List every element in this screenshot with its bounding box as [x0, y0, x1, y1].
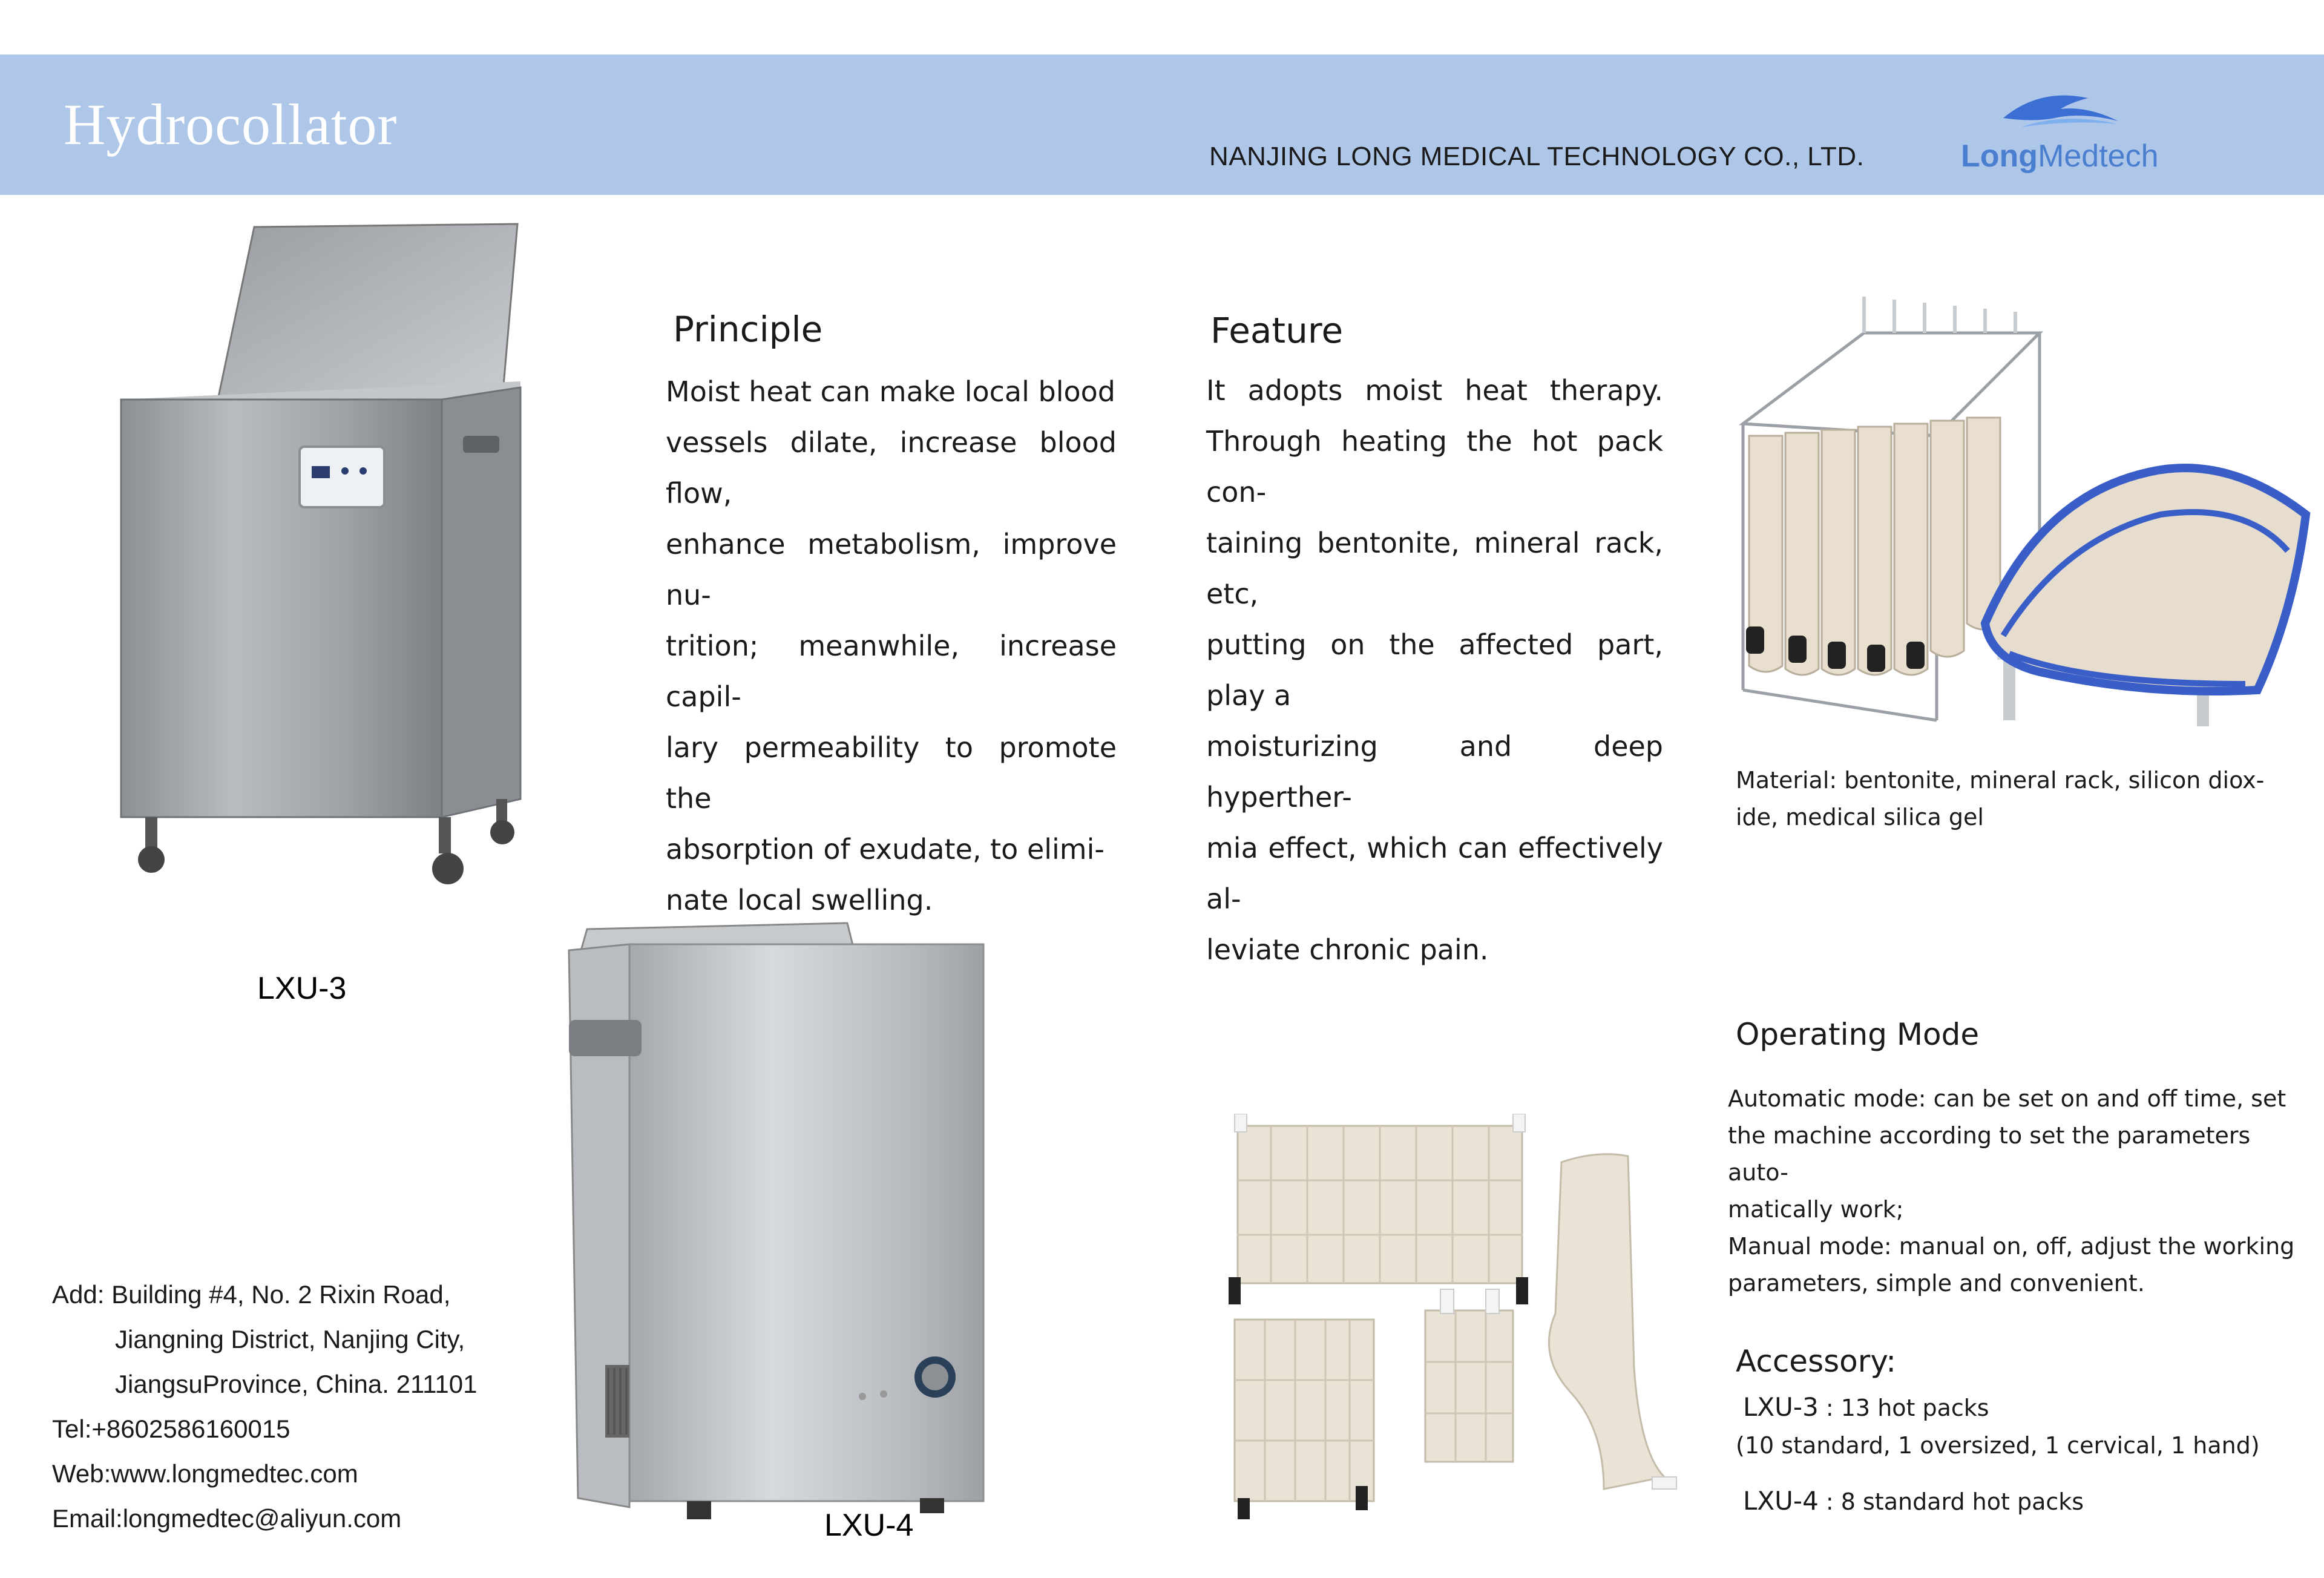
- contact-email: Email:longmedtec@aliyun.com: [52, 1504, 402, 1533]
- hot-pack-rack-image: [1725, 297, 2318, 745]
- lxu3-label: LXU-3: [257, 971, 347, 1006]
- principle-text: Moist heat can make local blood vessels dilate, increase blood flow, enhance metabolism, improve nu- trition; meanwhile, increase capil- lary permeability to promote the absorption of exudate, to elimi- nate local swelling.: [666, 375, 1117, 916]
- logo-wave-icon: [1997, 85, 2124, 133]
- contact-web: Web:www.longmedtec.com: [52, 1459, 358, 1488]
- lxu4-label: LXU-4: [824, 1508, 914, 1543]
- operating-mode-text: Automatic mode: can be set on and off time, set the machine according to set the parameters auto- matically work; Manual mode: manual on, off, adjust the working parameters, simple and convenient.: [1728, 1085, 2295, 1297]
- page-title: Hydrocollator: [64, 92, 398, 157]
- contact-block: Add: Building #4, No. 2 Rixin Road, Jiangning District, Nanjing City, JiangsuProvince, China. 211101 Tel:+8602586160015 Web:www.longmedtec.com Email:longmedtec@aliyun.com: [52, 1272, 478, 1541]
- hot-packs-image: [1216, 1114, 1682, 1519]
- accessory-lxu4: LXU-4 : 8 standard hot packs: [1743, 1486, 2084, 1516]
- company-name: NANJING LONG MEDICAL TECHNOLOGY CO., LTD.: [1209, 142, 1865, 171]
- feature-heading: Feature: [1210, 310, 1344, 351]
- logo-text: LongMedtech: [1961, 139, 2159, 174]
- contact-address: Add: Building #4, No. 2 Rixin Road,: [52, 1280, 451, 1309]
- accessory-lxu3: LXU-3 : 13 hot packs: [1743, 1392, 1989, 1422]
- accessory-heading: Accessory:: [1736, 1344, 1897, 1379]
- material-text: Material: bentonite, mineral rack, silicon diox- ide, medical silica gel: [1736, 767, 2265, 830]
- principle-heading: Principle: [673, 309, 823, 350]
- accessory-lxu3-detail: (10 standard, 1 oversized, 1 cervical, 1 hand): [1736, 1432, 2260, 1459]
- operating-mode-heading: Operating Mode: [1736, 1017, 1980, 1052]
- feature-text: It adopts moist heat therapy. Through heating the hot pack con- taining bentonite, mineral rack, etc, putting on the affected part, play a moisturizing and deep hyperther- mia effect, which can effectively al- leviate chronic pain.: [1206, 374, 1663, 966]
- lxu4-machine-image: [557, 917, 993, 1522]
- contact-tel: Tel:+8602586160015: [52, 1415, 290, 1443]
- lxu3-machine-image: [109, 218, 545, 902]
